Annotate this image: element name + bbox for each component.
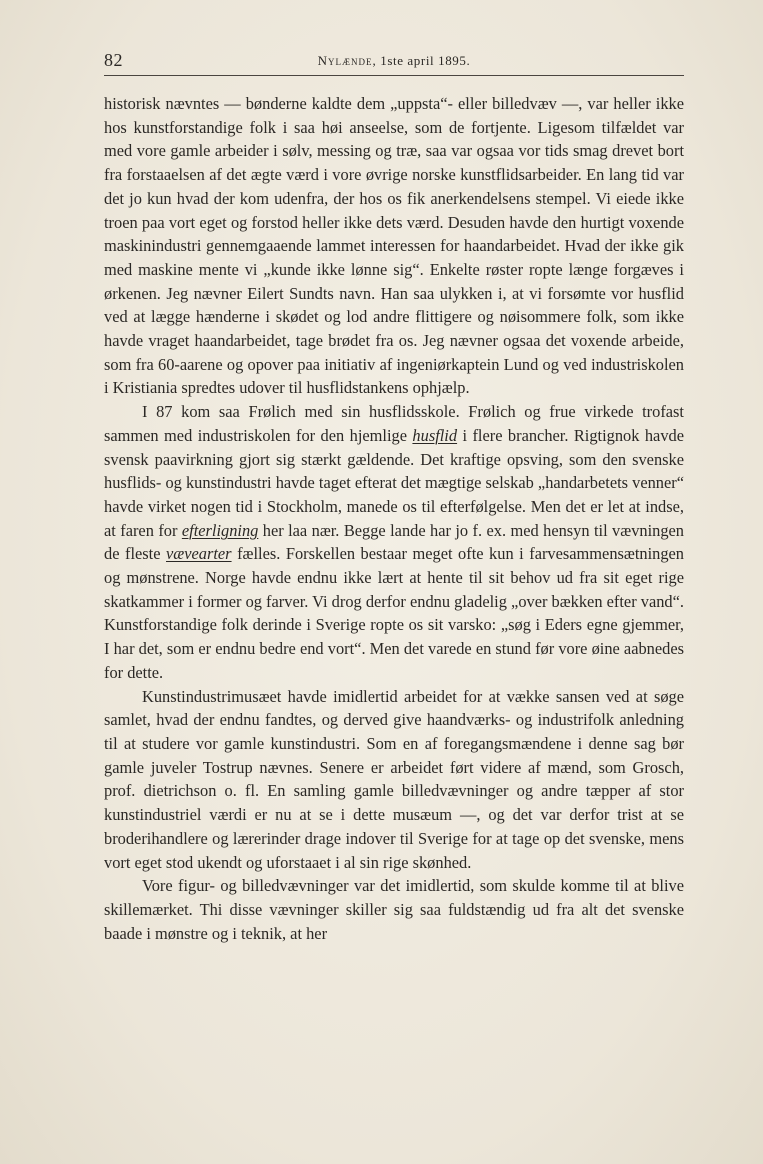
emphasized-word: vævearter bbox=[166, 544, 232, 564]
paragraph bbox=[104, 685, 684, 875]
text-run: Kunstindustrimusæet havde imidlertid arbeidet for at vække sansen ved at søge samlet, hvad der endnu fandtes, og derved give haandværks- og industrifolk anledning til at studere vor gamle kunstindustri. Som en af foregangsmændene i denne sag bør gamle juveler Tostrup nævnes. Senere er arbeidet ført videre af mænd, som Grosch, prof. dietrichson o. fl. En samling gamle billedvævninger og andre tæpper af stor kunstindustriel værdi er nu at se i dette musæum —, og det var derfor trist at se broderihandlere og lærerinder drage indover til Sverige for at tage op det svenske, mens vort eget stod ukendt og uforstaaet i al sin rige skønhed. bbox=[104, 686, 684, 872]
emphasized-word: husflid bbox=[412, 425, 458, 445]
article-body bbox=[104, 92, 684, 945]
text-run: i flere brancher. Rigtignok havde svensk paavirkning gjort sig stærkt gældende. Det kraftige opsving, som den svenske husflids- og kunstindustri havde taget efterat det mægtige selskab „handarbetets venner“ havde virket nogen tid i Stockholm, manede os til efterfølgelse. Men det er let at indse, at faren for bbox=[104, 425, 684, 540]
text-run: her laa nær. Begge lande har jo f. ex. med hensyn til vævningen de fleste bbox=[104, 520, 684, 564]
issue-date: , 1ste april 1895. bbox=[372, 53, 471, 68]
publication-title: Nylænde bbox=[317, 53, 373, 68]
page-number: 82 bbox=[104, 50, 123, 70]
text-run: Vore figur- og billedvævninger var det imidlertid, som skulde komme til at blive skillemærket. Thi disse vævninger skiller sig saa fuldstændig ud fra alt det svenske baade i mønstre og i teknik, at her bbox=[104, 876, 684, 943]
text-run: historisk nævntes — bønderne kaldte dem „uppsta“- eller billedvæv —, var heller ikke hos kunstforstandige folk i saa høi anseelse, som de fortjente. Ligesom tilfældet var med vore gamle arbeider i sølv, messing og træ, saa var ogsaa vor tids smag drevet bort fra forstaaelsen af det ægte værd i vore øvrige norske kunstflidsarbeider. En lang tid var det jo kun hvad der kom udenfra, der hos os fik anerkendelsens stempel. Vi eiede ikke troen paa vort eget og forstod heller ikke dets værd. Desuden havde den hurtigt voxende maskinindustri gennemgaaende lammet interessen for haandarbeidet. Hvad der ikke gik med maskine mente vi „kunde ikke lønne sig“. Enkelte røster ropte længe forgæves i ørkenen. Jeg nævner Eilert Sundts navn. Han saa ulykken i, at vi forsømte vor husflid ved at lægge hænderne i skødet og lod andre flittigere og nøisommere folk, som ikke havde vraget haandarbeidet, tage brødet fra os. Jeg nævner ogsaa det voxende arbeide, som fra 60-aarene og opover paa initiativ af ingeniørkaptein Lund og ved industriskolen i Kristiania spredtes udover til husflidstankens ophjælp. bbox=[104, 94, 684, 398]
paragraph bbox=[104, 92, 684, 400]
paragraph bbox=[104, 400, 684, 684]
emphasized-word: efterligning bbox=[181, 520, 259, 540]
page-header bbox=[104, 48, 684, 76]
text-run: I 87 kom saa Frølich med sin husflidsskole. Frølich og frue virkede trofast sammen med industriskolen for den hjemlige bbox=[104, 402, 684, 445]
running-head bbox=[104, 53, 684, 69]
paragraph bbox=[104, 874, 684, 945]
header-rule bbox=[104, 75, 684, 76]
text-run: fælles. Forskellen bestaar meget ofte kun i farvesammensætningen og mønstrene. Norge havde endnu ikke lært at hente til sit behov ud fra sit eget rige skatkammer i former og farver. Vi drog derfor endnu gladelig „over bækken efter vand“. Kunstforstandige folk derinde i Sverige ropte os sit varsko: „søg i Eders egne gjemmer, I har det, som er endnu bedre end vort“. Men det varede en stund før vore øine aabnedes for dette. bbox=[104, 544, 684, 682]
